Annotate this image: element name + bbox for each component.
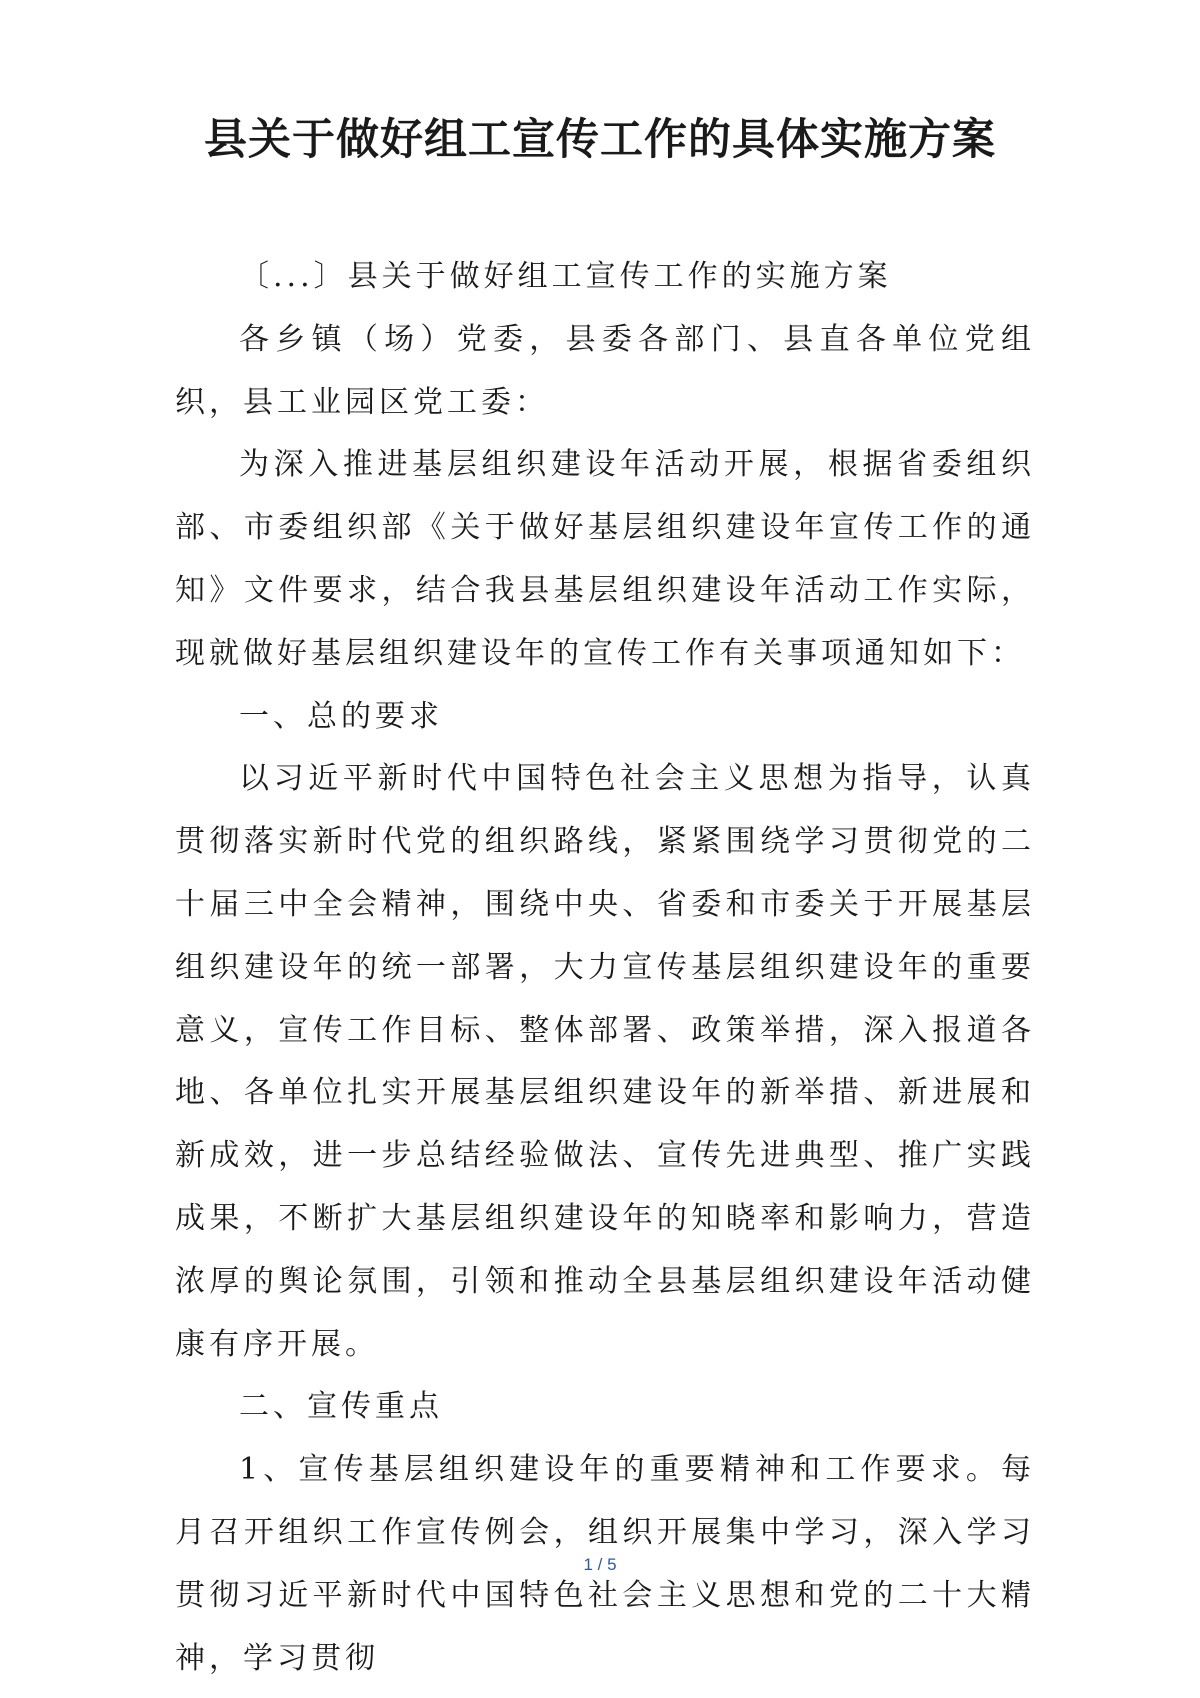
document-body: [175, 246, 1035, 1690]
section-heading-1: 一、总的要求: [239, 698, 443, 734]
focus-item-1-paragraph: 1、宣传基层组织建设年的重要精神和工作要求。每月召开组织工作宣传例会，组织开展集中学习，深入学习贯彻习近平新时代中国特色社会主义思想和党的二十大精神，学习贯彻: [175, 1452, 1035, 1676]
document-number-line: 〔...〕县关于做好组工宣传工作的实施方案: [239, 259, 892, 294]
document-title: 县关于做好组工宣传工作的具体实施方案: [204, 115, 996, 165]
section-heading-2: 二、宣传重点: [239, 1389, 443, 1425]
page-number: 1 / 5: [583, 1555, 617, 1574]
intro-paragraph: 为深入推进基层组织建设年活动开展，根据省委组织部、市委组织部《关于做好基层组织建设年宣传工作的通知》文件要求，结合我县基层组织建设年活动工作实际，现就做好基层组织建设年的宣传工作有关事项通知如下：: [175, 447, 1035, 671]
requirements-paragraph: 以习近平新时代中国特色社会主义思想为指导，认真贯彻落实新时代党的组织路线，紧紧围绕学习贯彻党的二十届三中全会精神，围绕中央、省委和市委关于开展基层组织建设年的统一部署，大力宣传基层组织建设年的重要意义，宣传工作目标、整体部署、政策举措，深入报道各地、各单位扎实开展基层组织建设年的新举措、新进展和新成效，进一步总结经验做法、宣传先进典型、推广实践成果，不断扩大基层组织建设年的知晓率和影响力，营造浓厚的舆论氛围，引领和推动全县基层组织建设年活动健康有序开展。: [175, 761, 1035, 1362]
addressee-paragraph: 各乡镇（场）党委，县委各部门、县直各单位党组织，县工业园区党工委：: [175, 321, 1035, 420]
